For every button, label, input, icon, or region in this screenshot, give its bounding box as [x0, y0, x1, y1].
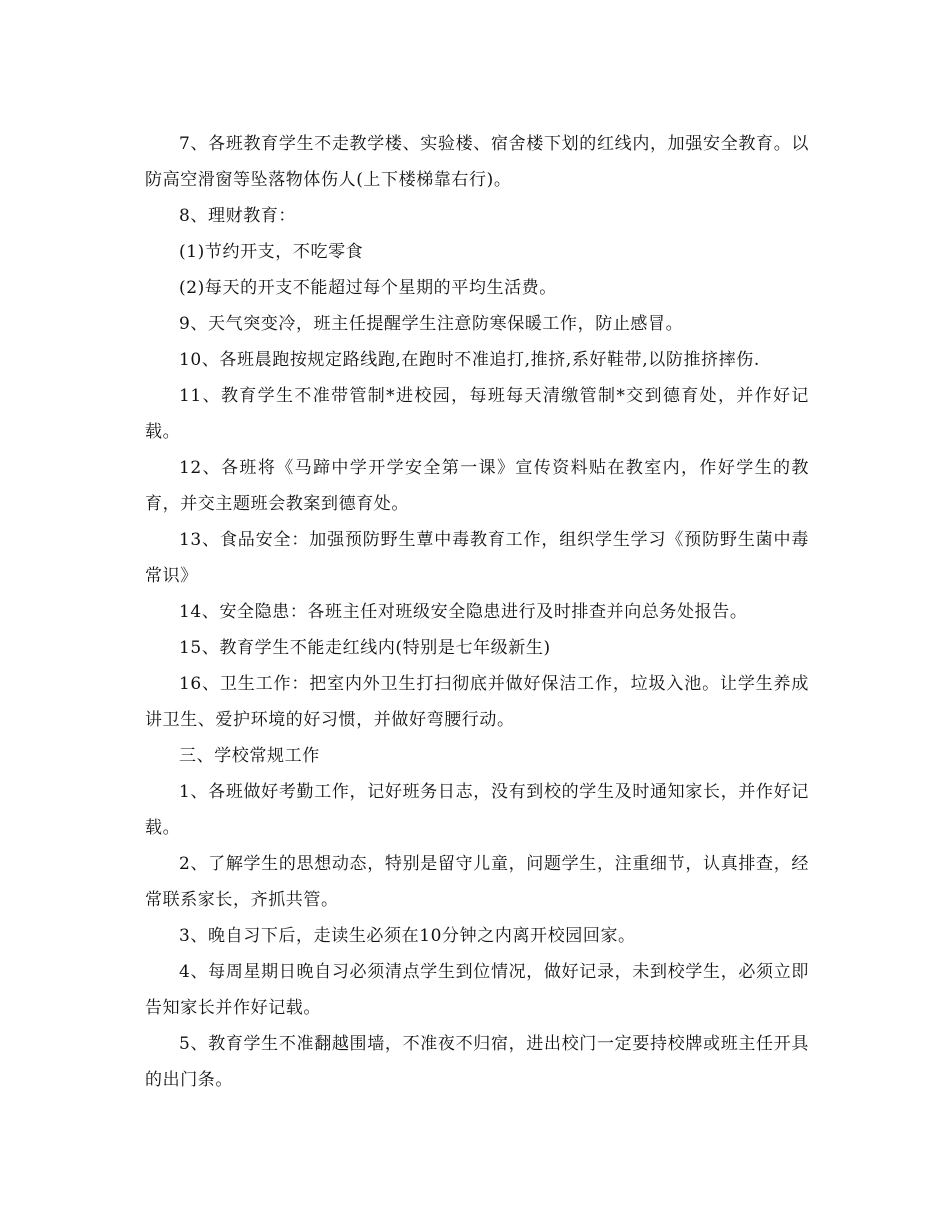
paragraph-routine-3: 3、晚自习下后，走读生必须在10分钟之内离开校园回家。: [179, 926, 636, 946]
paragraph-item-7: 7、各班教育学生不走教学楼、实验楼、宿舍楼下划的红线内，加强安全教育。以防高空滑窗等坠落物体伤人(上下楼梯靠右行)。: [145, 134, 809, 190]
paragraph-item-10: 10、各班晨跑按规定路线跑,在跑时不准追打,推挤,系好鞋带,以防推挤摔伤.: [179, 350, 760, 370]
paragraph-item-16: 16、卫生工作：把室内外卫生打扫彻底并做好保洁工作，垃圾入池。让学生养成讲卫生、爱护环境的好习惯，并做好弯腰行动。: [145, 674, 809, 730]
paragraph-routine-5: 5、教育学生不准翻越围墙，不准夜不归宿，进出校门一定要持校牌或班主任开具的出门条。: [145, 1034, 809, 1090]
paragraph-item-13: 13、食品安全：加强预防野生蕈中毒教育工作，组织学生学习《预防野生菌中毒常识》: [145, 530, 809, 586]
paragraph-item-15: 15、教育学生不能走红线内(特别是七年级新生): [179, 638, 551, 658]
paragraph-routine-2: 2、了解学生的思想动态，特别是留守儿童，问题学生，注重细节，认真排查，经常联系家长，齐抓共管。: [145, 854, 809, 910]
paragraph-subitem-2: (2)每天的开支不能超过每个星期的平均生活费。: [179, 278, 557, 298]
paragraph-item-11: 11、教育学生不准带管制*进校园，每班每天清缴管制*交到德育处，并作好记载。: [145, 386, 809, 442]
paragraph-item-12: 12、各班将《马蹄中学开学安全第一课》宣传资料贴在教室内，作好学生的教育，并交主题班会教案到德育处。: [145, 458, 809, 514]
paragraph-routine-4: 4、每周星期日晚自习必须清点学生到位情况，做好记录，未到校学生，必须立即告知家长并作好记载。: [145, 962, 809, 1018]
paragraph-subitem-1: (1)节约开支，不吃零食: [179, 242, 364, 262]
document-body: [145, 126, 809, 1098]
paragraph-routine-1: 1、各班做好考勤工作，记好班务日志，没有到校的学生及时通知家长，并作好记载。: [145, 782, 809, 838]
paragraph-item-14: 14、安全隐患：各班主任对班级安全隐患进行及时排查并向总务处报告。: [179, 602, 748, 622]
section-heading-3: 三、学校常规工作: [179, 746, 320, 766]
paragraph-item-9: 9、天气突变冷，班主任提醒学生注意防寒保暖工作，防止感冒。: [179, 314, 684, 334]
paragraph-item-8: 8、理财教育：: [179, 206, 297, 226]
